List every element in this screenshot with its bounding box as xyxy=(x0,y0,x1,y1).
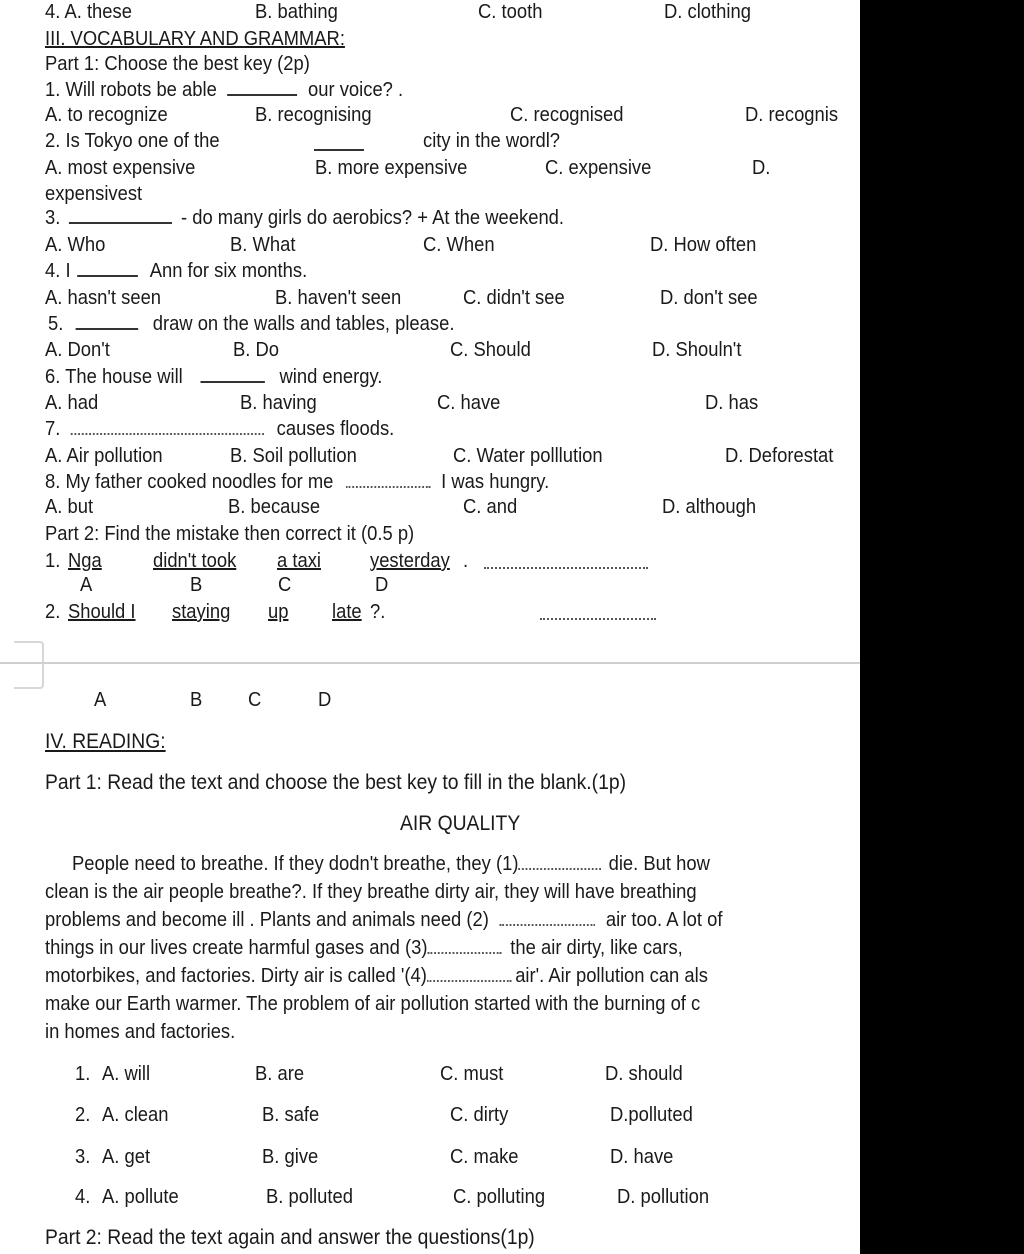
p2-s1-label-b: B xyxy=(190,574,203,596)
ans3-option-b: B. give xyxy=(262,1146,319,1168)
q4-number: 4. I xyxy=(45,260,71,282)
q5-option-a: A. Don't xyxy=(45,339,110,361)
passage-line-1 xyxy=(72,850,799,879)
q7-blank xyxy=(71,433,264,435)
q6-stem xyxy=(45,365,382,389)
q5-stem xyxy=(48,312,454,336)
q4-option-d: D. don't see xyxy=(660,287,758,309)
q7-stem xyxy=(45,417,394,441)
q6-option-d: D. has xyxy=(705,392,759,414)
passage-blank-2 xyxy=(500,924,596,926)
q1-option-c: C. recognised xyxy=(510,104,624,126)
q1-stem xyxy=(45,78,403,102)
q1-blank xyxy=(227,94,297,96)
passage-line-7: in homes and factories. xyxy=(45,1021,236,1043)
q8-option-d: D. although xyxy=(662,496,757,518)
passage-line-1-end: die. But how xyxy=(608,853,710,875)
q5-blank xyxy=(76,328,139,330)
top-option-d: D. clothing xyxy=(664,1,751,23)
q3-option-d: D. How often xyxy=(650,234,757,256)
page-bracket-mark xyxy=(14,641,44,689)
top-option-a: 4. A. these xyxy=(45,1,132,23)
p2-s1-label-a: A xyxy=(80,574,93,596)
q6-option-a: A. had xyxy=(45,392,99,414)
passage-line-4-end: the air dirty, like cars, xyxy=(510,937,683,959)
q1-stem-start: 1. Will robots be able xyxy=(45,79,217,101)
q6-option-c: C. have xyxy=(437,392,501,414)
q5-stem-end: draw on the walls and tables, please. xyxy=(152,313,455,335)
q2-stem-start: 2. Is Tokyo one of the xyxy=(45,130,220,152)
reading-part2-title: Part 2: Read the text again and answer the questions(1p) xyxy=(45,1226,535,1249)
q7-option-a: A. Air pollution xyxy=(45,445,163,467)
p2-s2-answer-line xyxy=(540,618,656,620)
q8-option-a: A. but xyxy=(45,496,94,518)
q8-option-c: C. and xyxy=(463,496,518,518)
p2-s2-word-d: late xyxy=(332,601,362,623)
p2-s2-number: 2. xyxy=(45,601,61,623)
q2-option-d: D. xyxy=(752,157,771,179)
q6-stem-end: wind energy. xyxy=(279,366,383,388)
q3-stem xyxy=(45,206,564,230)
passage-line-5-start: motorbikes, and factories. Dirty air is called '(4) xyxy=(45,965,427,987)
p2-s1-number: 1. xyxy=(45,550,61,572)
q1-stem-end: our voice? . xyxy=(308,79,404,101)
q8-blank xyxy=(346,486,431,488)
ans2-option-d: D.polluted xyxy=(610,1104,693,1126)
passage-line-3 xyxy=(45,906,795,935)
ans4-option-a: A. pollute xyxy=(102,1186,179,1208)
abcd-label-d: D xyxy=(318,689,332,711)
q7-option-d: D. Deforestat xyxy=(725,445,834,467)
p2-s2-word-c: up xyxy=(268,601,289,623)
passage-line-5 xyxy=(45,962,795,991)
ans4-number: 4. xyxy=(75,1186,91,1208)
ans1-option-c: C. must xyxy=(440,1063,504,1085)
q2-option-b: B. more expensive xyxy=(315,157,468,179)
ans4-option-d: D. pollution xyxy=(617,1186,710,1208)
p2-s2-end: ?. xyxy=(370,601,386,623)
passage-line-3-end: air too. A lot of xyxy=(605,909,723,931)
ans3-option-d: D. have xyxy=(610,1146,674,1168)
q7-option-b: B. Soil pollution xyxy=(230,445,357,467)
q3-option-b: B. What xyxy=(230,234,296,256)
q6-option-b: B. having xyxy=(240,392,317,414)
top-option-c: C. tooth xyxy=(478,1,543,23)
q2-option-d-continued: expensivest xyxy=(45,183,143,205)
passage-line-2: clean is the air people breathe?. If they breathe dirty air, they will have breathing xyxy=(45,881,697,903)
p2-s1-word-d: yesterday xyxy=(370,550,450,572)
passage-line-3-start: problems and become ill . Plants and animals need (2) xyxy=(45,909,489,931)
p2-s2-word-b: staying xyxy=(172,601,231,623)
q4-option-b: B. haven't seen xyxy=(275,287,402,309)
page-divider xyxy=(0,662,860,664)
abcd-label-a: A xyxy=(94,689,107,711)
ans3-number: 3. xyxy=(75,1146,91,1168)
q6-blank xyxy=(201,381,265,383)
passage-line-1-start: People need to breathe. If they dodn't breathe, they (1) xyxy=(72,853,519,875)
passage-line-4-start: things in our lives create harmful gases and (3) xyxy=(45,937,428,959)
abcd-label-b: B xyxy=(190,689,203,711)
section-vocabulary-title: III. VOCABULARY AND GRAMMAR: xyxy=(45,28,345,50)
ans1-option-d: D. should xyxy=(605,1063,683,1085)
part2-title: Part 2: Find the mistake then correct it (0.5 p) xyxy=(45,523,415,545)
ans2-option-c: C. dirty xyxy=(450,1104,509,1126)
passage-line-6: make our Earth warmer. The problem of air pollution started with the burning of c xyxy=(45,993,701,1015)
ans4-option-b: B. polluted xyxy=(266,1186,353,1208)
q8-option-b: B. because xyxy=(228,496,321,518)
q4-option-c: C. didn't see xyxy=(463,287,565,309)
passage-line-5-end: air'. Air pollution can als xyxy=(515,965,708,987)
q4-option-a: A. hasn't seen xyxy=(45,287,162,309)
ans3-option-a: A. get xyxy=(102,1146,151,1168)
q7-option-c: C. Water polllution xyxy=(453,445,603,467)
reading-part1-title: Part 1: Read the text and choose the best key to fill in the blank.(1p) xyxy=(45,771,627,794)
ans1-number: 1. xyxy=(75,1063,91,1085)
ans1-option-a: A. will xyxy=(102,1063,151,1085)
q5-option-b: B. Do xyxy=(233,339,280,361)
p2-s1-word-a: Nga xyxy=(68,550,102,572)
reading-title: IV. READING: xyxy=(45,730,166,753)
q5-number: 5. xyxy=(48,313,64,335)
ans1-option-b: B. are xyxy=(255,1063,305,1085)
p2-s1-word-c: a taxi xyxy=(277,550,321,572)
ans2-option-b: B. safe xyxy=(262,1104,320,1126)
ans3-option-c: C. make xyxy=(450,1146,519,1168)
passage-blank-1 xyxy=(518,868,601,870)
q3-number: 3. xyxy=(45,207,61,229)
ans2-number: 2. xyxy=(75,1104,91,1126)
q1-option-d: D. recognis xyxy=(745,104,839,126)
q4-stem xyxy=(45,259,307,283)
p2-s1-answer-line xyxy=(484,567,648,569)
p2-s1-end: . xyxy=(463,550,469,572)
p2-s2-word-a: Should I xyxy=(68,601,136,623)
passage-blank-3 xyxy=(428,952,502,954)
q1-option-a: A. to recognize xyxy=(45,104,168,126)
passage-line-4 xyxy=(45,934,795,963)
q2-option-a: A. most expensive xyxy=(45,157,196,179)
q5-option-d: D. Shouln't xyxy=(652,339,742,361)
top-option-b: B. bathing xyxy=(255,1,338,23)
q3-stem-end: - do many girls do aerobics? + At the weekend. xyxy=(180,207,565,229)
part1-title: Part 1: Choose the best key (2p) xyxy=(45,53,310,75)
ans2-option-a: A. clean xyxy=(102,1104,169,1126)
p2-s1-label-c: C xyxy=(278,574,292,596)
abcd-label-c: C xyxy=(248,689,262,711)
q6-stem-start: 6. The house will xyxy=(45,366,183,388)
q5-option-c: C. Should xyxy=(450,339,531,361)
q3-blank xyxy=(69,222,172,224)
passage-heading: AIR QUALITY xyxy=(400,812,521,835)
q2-stem-end: city in the wordl? xyxy=(423,130,561,152)
passage-blank-4 xyxy=(427,980,512,982)
q1-option-b: B. recognising xyxy=(255,104,372,126)
q2-blank xyxy=(314,149,364,151)
q4-stem-end: Ann for six months. xyxy=(149,260,308,282)
q7-number: 7. xyxy=(45,418,61,440)
q2-option-c: C. expensive xyxy=(545,157,652,179)
p2-s1-word-b: didn't took xyxy=(153,550,237,572)
q3-option-c: C. When xyxy=(423,234,495,256)
q4-blank xyxy=(78,275,139,277)
ans4-option-c: C. polluting xyxy=(453,1186,546,1208)
right-black-panel xyxy=(860,0,1024,1254)
q8-stem-end: I was hungry. xyxy=(441,471,550,493)
p2-s1-label-d: D xyxy=(375,574,389,596)
q3-option-a: A. Who xyxy=(45,234,106,256)
q8-stem-start: 8. My father cooked noodles for me xyxy=(45,471,334,493)
q7-stem-end: causes floods. xyxy=(276,418,395,440)
q8-stem xyxy=(45,470,549,494)
